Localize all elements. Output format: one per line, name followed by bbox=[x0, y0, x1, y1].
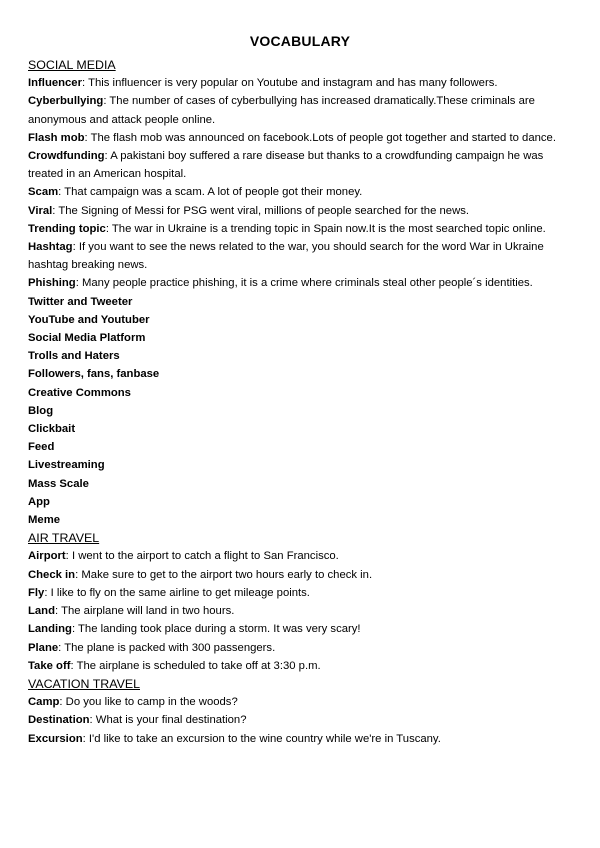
vocab-term: Take off bbox=[28, 659, 71, 672]
vocab-definition: The landing took place during a storm. It was very scary! bbox=[78, 623, 361, 636]
vocab-term: Trending topic bbox=[28, 222, 106, 235]
vocab-definition: I went to the airport to catch a flight to San Francisco. bbox=[71, 550, 339, 563]
vocab-entry: Scam: That campaign was a scam. A lot of people got their money. bbox=[28, 186, 363, 199]
vocab-term: Excursion bbox=[28, 732, 83, 745]
vocab-entry: Take off: The airplane is scheduled to take off at 3:30 p.m. bbox=[28, 659, 321, 672]
page-title: VOCABULARY bbox=[249, 33, 351, 49]
vocab-term: Fly bbox=[28, 586, 45, 599]
vocab-entry: Airport: I went to the airport to catch a flight to San Francisco. bbox=[28, 550, 339, 563]
vocab-definition: The airplane is scheduled to take off at 3:30 p.m. bbox=[76, 659, 321, 672]
vocab-entry: Phishing: Many people practice phishing, it is a crime where criminals steal other people´s identities. bbox=[28, 277, 533, 290]
vocab-term: Hashtag bbox=[28, 241, 73, 254]
vocab-entry: Destination: What is your final destination? bbox=[28, 714, 247, 727]
vocab-term: Destination bbox=[28, 714, 90, 727]
vocab-definition: I'd like to take an excursion to the wine country while we're in Tuscany. bbox=[88, 732, 441, 745]
vocab-term-plain: Blog bbox=[28, 404, 54, 417]
vocab-term: Landing bbox=[28, 623, 72, 636]
vocab-term: Flash mob bbox=[28, 131, 85, 144]
vocab-term: Crowdfunding bbox=[28, 150, 105, 163]
vocab-entry: Cyberbullying: The number of cases of cyberbullying has increased dramatically.These criminals are anonymous and attack people online. bbox=[28, 95, 535, 126]
vocab-definition: I like to fly on the same airline to get mileage points. bbox=[50, 586, 310, 599]
section-heading-social-media: SOCIAL MEDIA bbox=[28, 58, 116, 72]
vocab-term: Airport bbox=[28, 550, 66, 563]
vocab-term-plain: Clickbait bbox=[28, 423, 76, 436]
section-heading-vacation-travel: VACATION TRAVEL bbox=[28, 676, 140, 691]
vocab-term: Viral bbox=[28, 204, 53, 217]
vocab-term: Check in bbox=[28, 568, 76, 581]
vocab-term-plain: Social Media Platform bbox=[28, 332, 146, 345]
vocab-term: Phishing bbox=[28, 277, 76, 290]
vocab-entry: Plane: The plane is packed with 300 passengers. bbox=[28, 641, 276, 654]
vocab-entry: Hashtag: If you want to see the news related to the war, you should search for the word War in Ukraine hashtag breaking news. bbox=[28, 241, 544, 272]
vocab-definition: If you want to see the news related to the war, you should search for the word War in Ukraine hashtag breaking news. bbox=[28, 241, 544, 272]
vocab-definition: Do you like to camp in the woods? bbox=[65, 696, 238, 709]
vocab-term-plain: Creative Commons bbox=[28, 386, 131, 399]
vocab-definition: The flash mob was announced on facebook.Lots of people got together and started to dance. bbox=[90, 131, 556, 144]
vocab-term-plain: Livestreaming bbox=[28, 459, 105, 472]
vocab-term-plain: Meme bbox=[28, 514, 61, 527]
section-heading-air-travel: AIR TRAVEL bbox=[28, 531, 100, 546]
vocab-entry: Camp: Do you like to camp in the woods? bbox=[28, 696, 238, 709]
vocab-term-plain: Followers, fans, fanbase bbox=[28, 368, 160, 381]
vocab-entry: Excursion: I'd like to take an excursion to the wine country while we're in Tuscany. bbox=[28, 732, 441, 745]
vocab-definition: Make sure to get to the airport two hours early to check in. bbox=[81, 568, 373, 581]
vocab-entry: Fly: I like to fly on the same airline to get mileage points. bbox=[28, 586, 310, 599]
vocab-definition: The war in Ukraine is a trending topic in Spain now.It is the most searched topic online. bbox=[111, 222, 546, 235]
vocab-definition: A pakistani boy suffered a rare disease but thanks to a crowdfunding campaign he was treated in an American hospital. bbox=[28, 150, 544, 181]
vocab-term: Influencer bbox=[28, 77, 82, 90]
vocab-definition: The plane is packed with 300 passengers. bbox=[64, 641, 276, 654]
vocab-entry: Viral: The Signing of Messi for PSG went viral, millions of people searched for the news. bbox=[28, 204, 470, 217]
vocab-definition: The number of cases of cyberbullying has increased dramatically.These criminals are anonymous and attack people online. bbox=[28, 95, 535, 126]
vocab-definition: This influencer is very popular on Youtube and instagram and has many followers. bbox=[88, 77, 498, 90]
vocab-term: Cyberbullying bbox=[28, 95, 104, 108]
vocab-entry: Influencer: This influencer is very popular on Youtube and instagram and has many followers. bbox=[28, 77, 498, 90]
vocab-term: Land bbox=[28, 605, 55, 618]
vocab-definition: That campaign was a scam. A lot of people got their money. bbox=[64, 186, 363, 199]
vocab-term: Camp bbox=[28, 696, 60, 709]
vocab-term: Plane bbox=[28, 641, 59, 654]
vocab-term-plain: Feed bbox=[28, 441, 55, 454]
vocab-term-plain: YouTube and Youtuber bbox=[28, 313, 150, 326]
vocab-entry: Trending topic: The war in Ukraine is a trending topic in Spain now.It is the most searched topic online. bbox=[28, 222, 546, 235]
vocab-definition: The Signing of Messi for PSG went viral, millions of people searched for the news. bbox=[58, 204, 470, 217]
vocab-term-plain: App bbox=[28, 495, 50, 508]
vocab-term: Scam bbox=[28, 186, 59, 199]
vocab-entry: Crowdfunding: A pakistani boy suffered a rare disease but thanks to a crowdfunding campaign he was treated in an American hospital. bbox=[28, 150, 544, 181]
vocab-term-plain: Twitter and Tweeter bbox=[28, 295, 133, 308]
vocab-term-plain: Mass Scale bbox=[28, 477, 89, 490]
vocab-definition: What is your final destination? bbox=[95, 714, 247, 727]
vocab-entry: Land: The airplane will land in two hours. bbox=[28, 605, 235, 618]
vocab-entry: Check in: Make sure to get to the airport two hours early to check in. bbox=[28, 568, 373, 581]
vocab-term-plain: Trolls and Haters bbox=[28, 350, 120, 363]
vocab-entry: Flash mob: The flash mob was announced on facebook.Lots of people got together and started to dance. bbox=[28, 131, 556, 144]
vocabulary-content bbox=[28, 56, 558, 748]
vocab-definition: The airplane will land in two hours. bbox=[61, 605, 235, 618]
vocab-definition: Many people practice phishing, it is a crime where criminals steal other people´s identities. bbox=[81, 277, 533, 290]
vocab-entry: Landing: The landing took place during a storm. It was very scary! bbox=[28, 623, 361, 636]
